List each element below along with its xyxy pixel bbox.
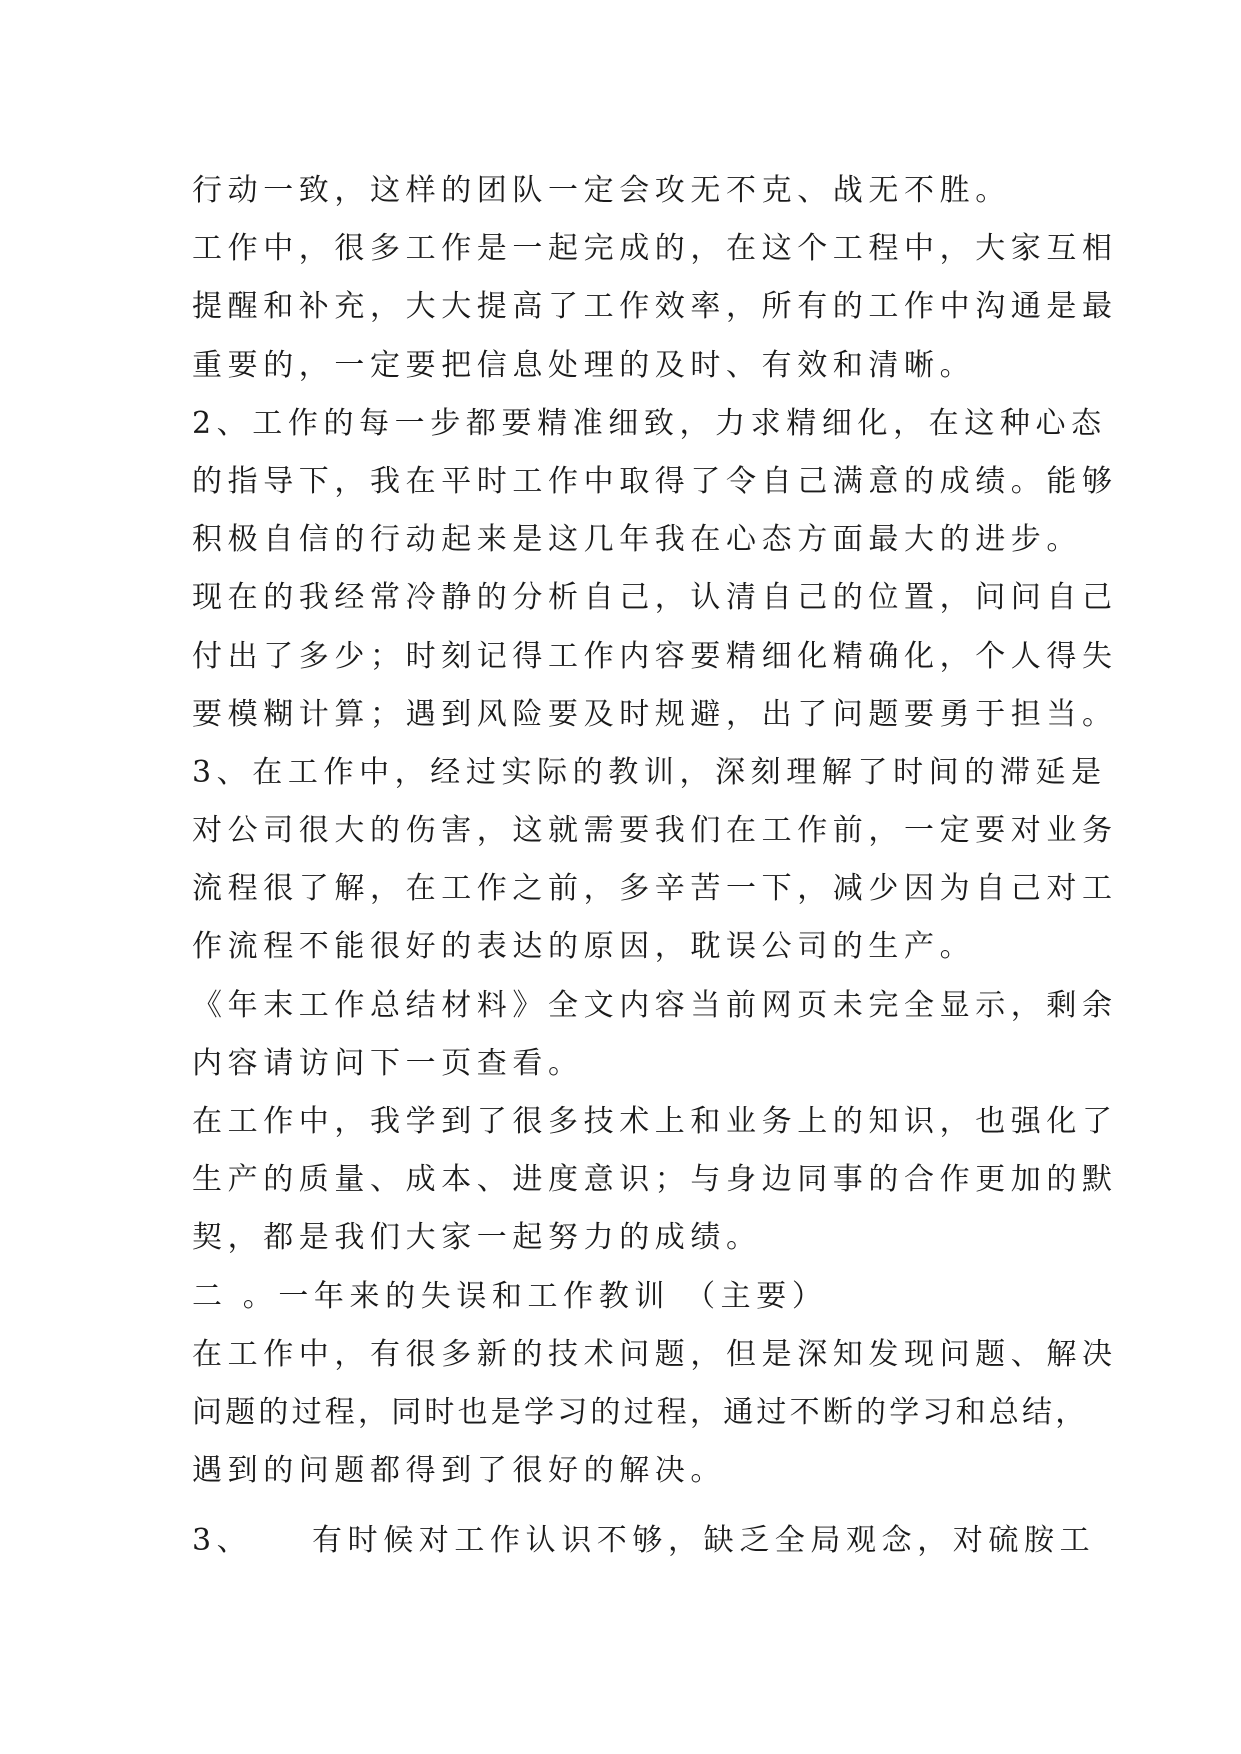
body-line: 2、工作的每一步都要精准细致，力求精细化，在这种心态 <box>192 405 1107 441</box>
body-line: 问题的过程，同时也是学习的过程，通过不断的学习和总结， <box>192 1394 1089 1430</box>
item-text: 有时候对工作认识不够，缺乏全局观念，对硫胺工 <box>312 1523 1096 1559</box>
body-line: 积极自信的行动起来是这几年我在心态方面最大的进步。 <box>192 522 1082 558</box>
body-line: 行动一致，这样的团队一定会攻无不克、战无不胜。 <box>192 173 1011 208</box>
body-line: 提醒和补充，大大提高了工作效率，所有的工作中沟通是最 <box>192 289 1118 325</box>
body-line: 生产的质量、成本、进度意识；与身边同事的合作更加的默 <box>192 1162 1118 1198</box>
body-line: 现在的我经常冷静的分析自己，认清自己的位置，问问自己 <box>192 580 1118 616</box>
document-body <box>192 162 1118 1571</box>
body-line: 在工作中，我学到了很多技术上和业务上的知识，也强化了 <box>192 1104 1118 1139</box>
body-line: 工作中，很多工作是一起完成的，在这个工程中，大家互相 <box>192 231 1118 267</box>
body-line: 遇到的问题都得到了很好的解决。 <box>192 1453 726 1489</box>
continuation-notice-line: 内容请访问下一页查看。 <box>192 1045 584 1081</box>
body-line: 的指导下，我在平时工作中取得了令自己满意的成绩。能够 <box>192 463 1118 499</box>
body-line: 流程很了解，在工作之前，多辛苦一下，减少因为自己对工 <box>192 871 1118 907</box>
body-line: 3、在工作中，经过实际的教训，深刻理解了时间的滞延是 <box>192 754 1107 790</box>
numbered-item <box>192 1512 1096 1570</box>
body-line: 付出了多少；时刻记得工作内容要精细化精确化，个人得失 <box>192 638 1118 674</box>
body-line: 在工作中，有很多新的技术问题，但是深知发现问题、解决 <box>192 1336 1118 1372</box>
body-line: 要模糊计算；遇到风险要及时规避，出了问题要勇于担当。 <box>192 696 1118 732</box>
body-line: 重要的，一定要把信息处理的及时、有效和清晰。 <box>192 347 976 383</box>
continuation-notice-line: 《年末工作总结材料》全文内容当前网页未完全显示，剩余 <box>192 987 1118 1023</box>
body-line: 作流程不能很好的表达的原因，耽误公司的生产。 <box>192 929 976 965</box>
section-heading: 二 。一年来的失误和工作教训 （主要） <box>192 1278 828 1314</box>
body-line: 契，都是我们大家一起努力的成绩。 <box>192 1220 762 1256</box>
item-number: 3、 <box>192 1523 253 1559</box>
body-line: 对公司很大的伤害，这就需要我们在工作前，一定要对业务 <box>192 813 1118 849</box>
